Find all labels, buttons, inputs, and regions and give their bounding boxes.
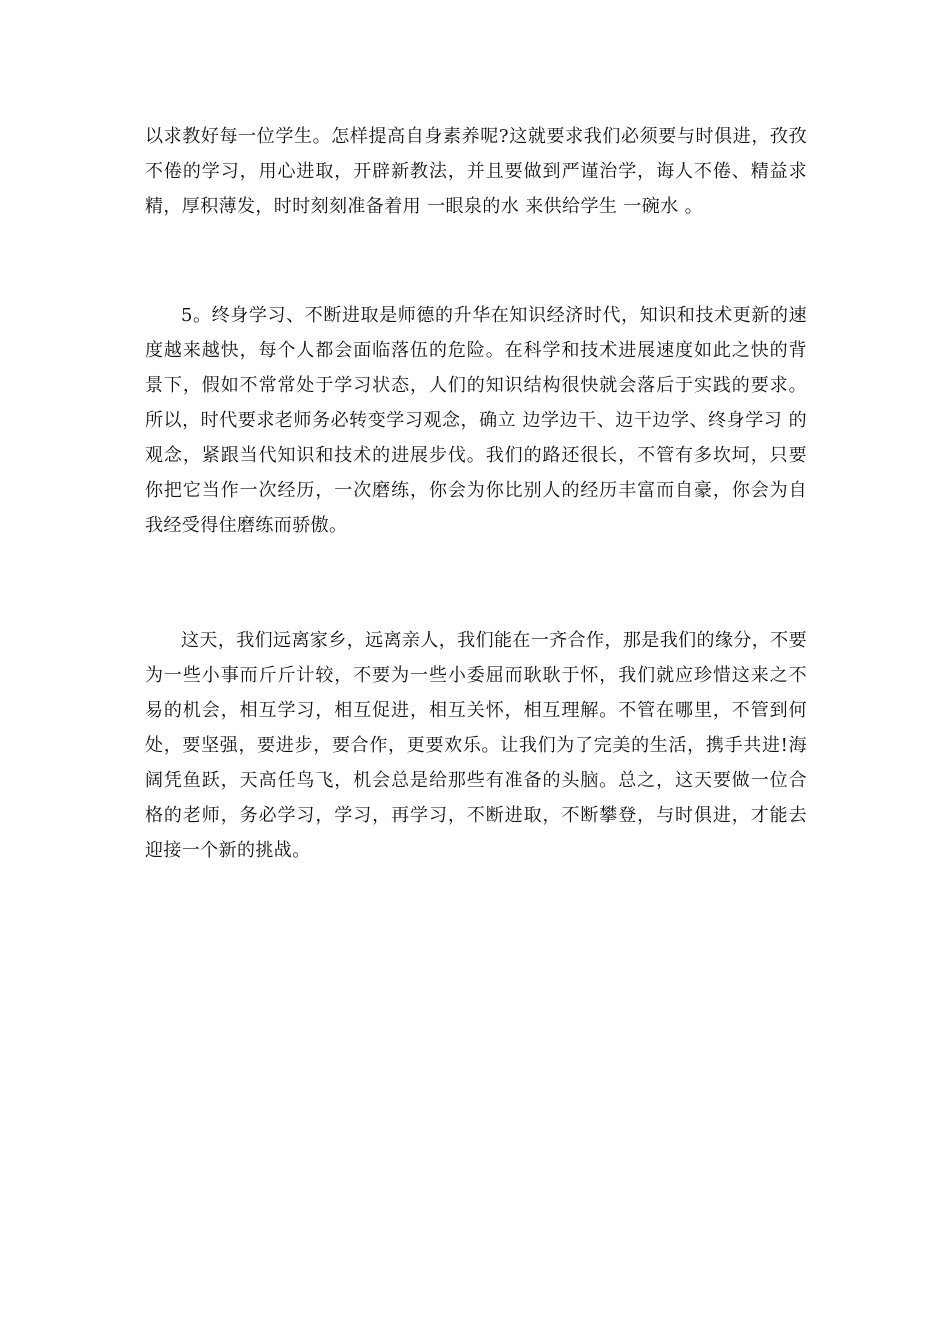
paragraph-lifelong-learning: 5。终身学习、不断进取是师德的升华在知识经济时代，知识和技术更新的速度越来越快，每个人都会面临落伍的危险。在科学和技术进展速度如此之快的背景下，假如不常常处于学习状态，人们的知识结构很快就会落后于实践的要求。所以，时代要求老师务必转变学习观念，确立 边学边干、边干边学、终身学习 的观念，紧跟当代知识和技术的进展步伐。我们的路还很长，不管有多坎坷，只要你把它当作一次经历，一次磨练，你会为你比别人的经历丰富而自豪，你会为自我经受得住磨练而骄傲。 — [145, 305, 807, 536]
paragraph-conclusion: 这天，我们远离家乡，远离亲人，我们能在一齐合作，那是我们的缘分，不要为一些小事而斤斤计较，不要为一些小委屈而耿耿于怀，我们就应珍惜这来之不易的机会，相互学习，相互促进，相互关怀，相互理解。不管在哪里，不管到何处，要坚强，要进步，要合作，更要欢乐。让我们为了完美的生活，携手共进!海阔凭鱼跃，天高任鸟飞，机会总是给那些有准备的头脑。总之，这天要做一位合格的老师，务必学习，学习，再学习，不断进取，不断攀登，与时俱进，才能去迎接一个新的挑战。 — [145, 630, 807, 861]
paragraph-continuation: 以求教好每一位学生。怎样提高自身素养呢?这就要求我们必须要与时俱进，孜孜不倦的学习，用心进取，开辟新教法，并且要做到严谨治学，诲人不倦、精益求精，厚积薄发，时时刻刻准备着用 一眼泉的水 来供给学生 一碗水 。 — [145, 126, 807, 217]
